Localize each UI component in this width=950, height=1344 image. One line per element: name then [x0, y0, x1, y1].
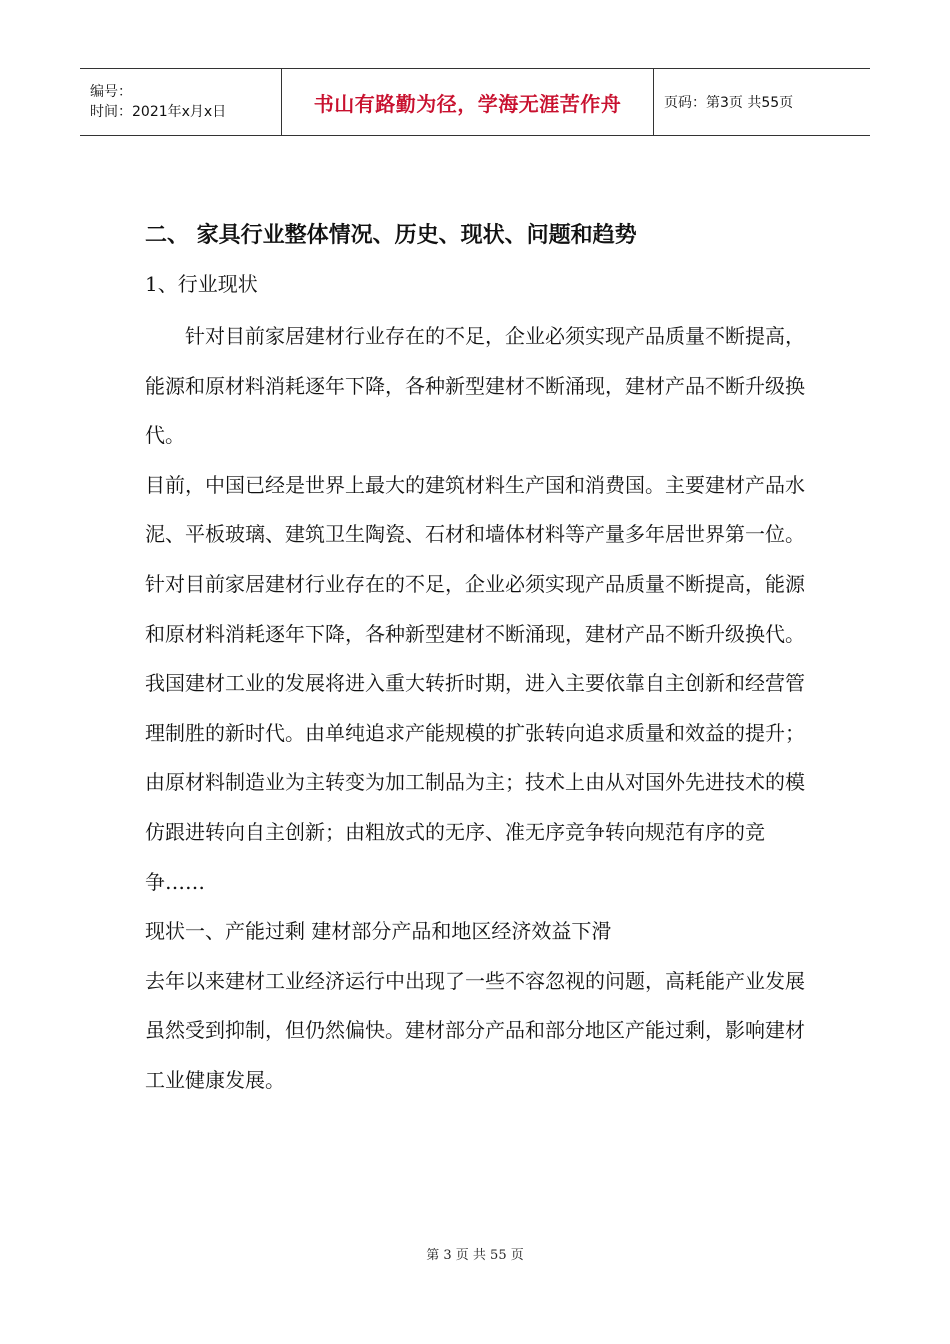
paragraph-1: 针对目前家居建材行业存在的不足，企业必须实现产品质量不断提高，能源和原材料消耗逐年下降，各种新型建材不断涌现，建材产品不断升级换代。 [145, 324, 805, 448]
paragraph-2: 目前，中国已经是世界上最大的建筑材料生产国和消费国。主要建材产品水泥、平板玻璃、建筑卫生陶瓷、石材和墙体材料等产量多年居世界第一位。 [145, 472, 805, 547]
header-meta [80, 69, 282, 135]
page-footer [0, 1244, 950, 1263]
motto-text: 书山有路勤为径，学海无涯苦作舟 [313, 91, 622, 116]
footer-page-number: 第 3 页 共 55 页 [426, 1248, 524, 1263]
section-title: 二、 家具行业整体情况、历史、现状、问题和趋势 [145, 223, 637, 248]
document-header [80, 68, 870, 136]
paragraph-4: 我国建材工业的发展将进入重大转折时期，进入主要依靠自主创新和经营管理制胜的新时代。由单纯追求产能规模的扩张转向追求质量和效益的提升；由原材料制造业为主转变为加工制品为主；技术上由从对国外先进技术的模仿跟进转向自主创新；由粗放式的无序、准无序竞争转向规范有序的竞争…… [145, 671, 805, 894]
subheading: 1、行业现状 [145, 272, 258, 296]
paragraph-3: 针对目前家居建材行业存在的不足，企业必须实现产品质量不断提高，能源和原材料消耗逐年下降，各种新型建材不断涌现，建材产品不断升级换代。 [145, 571, 805, 646]
header-motto [282, 69, 654, 135]
header-page-info [654, 69, 870, 135]
paragraph-6: 去年以来建材工业经济运行中出现了一些不容忽视的问题，高耗能产业发展虽然受到抑制，但仍然偏快。建材部分产品和部分地区产能过剩，影响建材工业健康发展。 [145, 968, 805, 1092]
document-body [145, 214, 815, 1106]
page-info-text: 页码：第3页 共55页 [664, 95, 794, 111]
document-number-label: 编号： [90, 84, 132, 100]
paragraph-5: 现状一、产能过剩 建材部分产品和地区经济效益下滑 [145, 919, 612, 944]
document-date: 时间：2021年x月x日 [90, 104, 227, 120]
